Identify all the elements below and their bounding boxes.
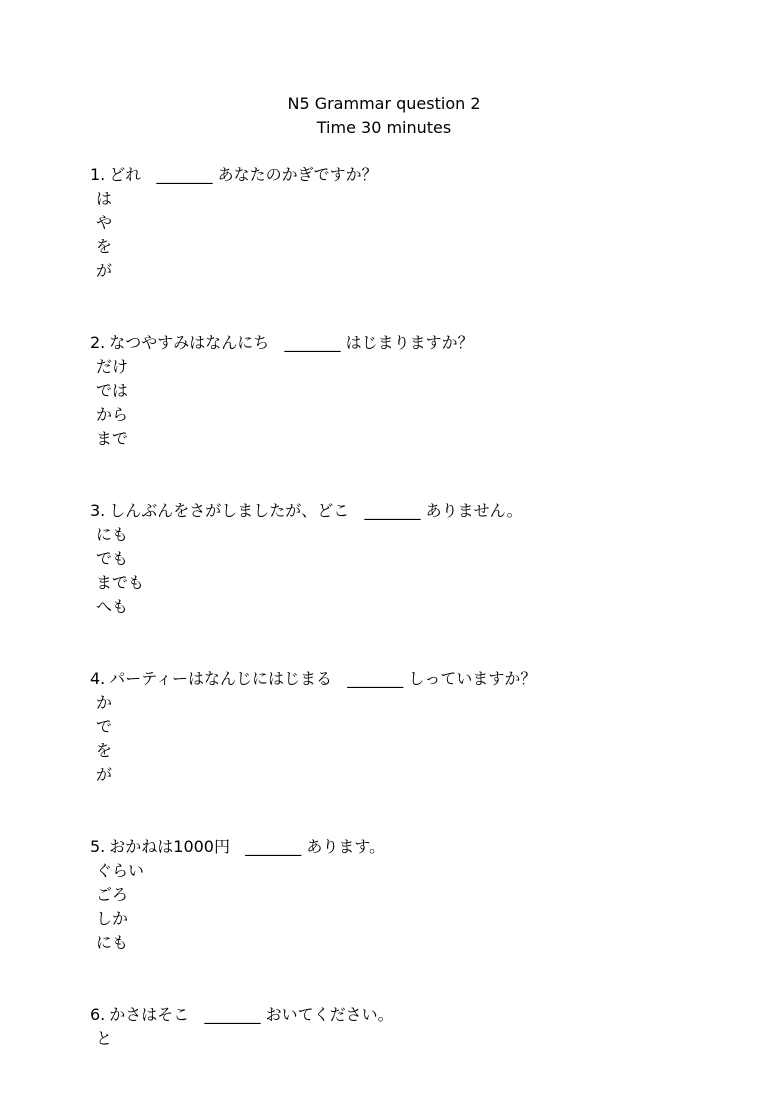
option-2: でも	[96, 549, 129, 568]
stem-after: しっていますか？	[408, 669, 537, 688]
option-1: ぐらい	[96, 861, 145, 880]
stem-after: ありません。	[425, 501, 523, 520]
question-1	[90, 163, 710, 283]
option-1: と	[96, 1029, 113, 1048]
question-number: 6.	[90, 1005, 106, 1024]
option-3: を	[96, 237, 113, 256]
answer-blank: _______	[245, 837, 302, 856]
question-number: 3.	[90, 501, 106, 520]
question-stem	[90, 163, 710, 187]
question-6	[90, 1003, 710, 1051]
stem-after: あなたのかぎですか？	[217, 165, 378, 184]
option-1: は	[96, 189, 113, 208]
answer-blank: _______	[347, 669, 404, 688]
stem-after: はじまりますか？	[345, 333, 474, 352]
option-2: や	[96, 213, 113, 232]
question-3	[90, 499, 710, 619]
question-list	[90, 163, 710, 1099]
option-3: しか	[96, 909, 129, 928]
question-stem	[90, 499, 710, 523]
option-1: か	[96, 693, 113, 712]
option-1: だけ	[96, 357, 129, 376]
stem-before: しんぶんをさがしましたが、どこ	[109, 501, 350, 520]
question-stem	[90, 331, 710, 355]
page-header	[0, 92, 768, 140]
stem-after: あります。	[306, 837, 386, 856]
question-stem	[90, 1003, 710, 1027]
answer-blank: _______	[364, 501, 421, 520]
option-3: を	[96, 741, 113, 760]
option-4: が	[96, 765, 113, 784]
answer-blank: _______	[284, 333, 341, 352]
question-stem	[90, 835, 710, 859]
option-3: までも	[96, 573, 145, 592]
question-4	[90, 667, 710, 787]
question-number: 2.	[90, 333, 106, 352]
option-2: で	[96, 717, 113, 736]
stem-before: なつやすみはなんにち	[109, 333, 270, 352]
question-number: 5.	[90, 837, 106, 856]
option-2: ごろ	[96, 885, 129, 904]
page-title: N5 Grammar question 2	[287, 94, 481, 113]
answer-blank: _______	[156, 165, 213, 184]
question-number: 4.	[90, 669, 106, 688]
answer-blank: _______	[204, 1005, 261, 1024]
question-2	[90, 331, 710, 451]
stem-after: おいてください。	[265, 1005, 394, 1024]
option-4: にも	[96, 933, 129, 952]
option-3: から	[96, 405, 129, 424]
option-2: では	[96, 381, 129, 400]
question-stem	[90, 667, 710, 691]
stem-before: どれ	[109, 165, 142, 184]
question-number: 1.	[90, 165, 106, 184]
stem-before: かさはそこ	[109, 1005, 190, 1024]
question-5	[90, 835, 710, 955]
stem-before: おかねは1000円	[109, 837, 230, 856]
time-limit: Time 30 minutes	[316, 118, 452, 137]
option-4: まで	[96, 429, 129, 448]
option-4: へも	[96, 597, 129, 616]
stem-before: パーティーはなんじにはじまる	[109, 669, 332, 688]
option-1: にも	[96, 525, 129, 544]
option-4: が	[96, 261, 113, 280]
